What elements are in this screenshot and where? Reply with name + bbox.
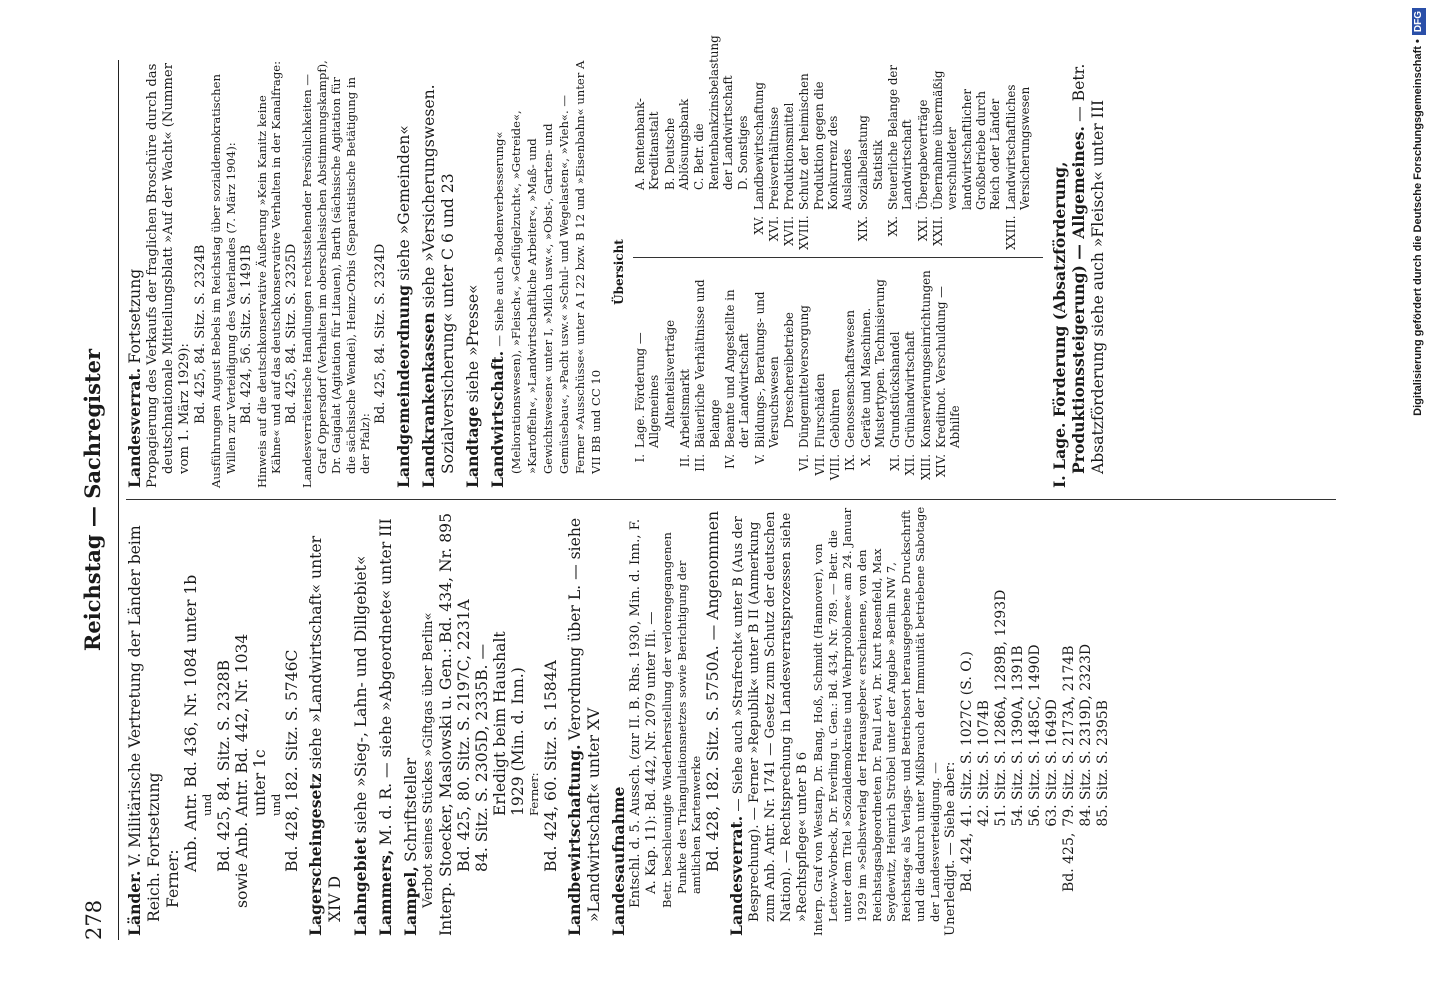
entry-lampel: Lampel, Schriftsteller Verbot seines Stückes »Giftgas über Berlin« Interp. Stoecker, Maslowski u. Gen.: Bd. 434, Nr. 895 Bd. 425, 80. Sitz. S. 2197C, 2231A 84. Sitz. S. 2305D, 2335B. — Erledigt beim Haushalt 1929 (Min. d. Inn.) Ferner: Bd. 424, 60. Sitz. S. 1584A [400, 512, 560, 936]
overview-item-label: Sozialbelastung [855, 115, 870, 210]
reference-row [1078, 584, 1095, 892]
overview-item-number: XIX. [855, 216, 870, 242]
overview-item [813, 266, 827, 488]
overview-item [693, 266, 722, 488]
overview-item-number: XI. [888, 454, 903, 471]
overview-item-label: Statistik [870, 139, 885, 190]
overview-item [663, 56, 692, 250]
entry-landwirtschaft: Landwirtschaft. — Siehe auch »Bodenverbesserung« (Meliorationswesen), »Fleisch«, »Geflügelzucht«, »Getreide«, »Kartoffeln«, »Landwirtschaftliche Arbeiter«, »Maß- und Gewichtswesen« unter I, »Milch usw.«, »Obst-, Garten- und Gemüsebau«, »Pacht usw.« »Schul- und Wegelasten«, »Vieh«. — Ferner »Ausschüsse« unter A I 22 bzw. B 12 und »Eisenbahn« unter A VII BB und CC 10 [488, 60, 604, 488]
entry-landtage: Landtage siehe »Presse« [463, 284, 483, 488]
page-title: Reichstag — Sachregister [80, 348, 105, 652]
reference-sitting: 84. Sitz. S. 2319D, 2323D [1077, 643, 1094, 827]
overview-item [931, 56, 1002, 250]
landwirtschaft-overview [611, 35, 1051, 488]
entry-landesverrat: Landesverrat. — Siehe auch »Strafrecht« unter B (Aus der Besprechung). — Ferner »Republik« unter B II (Anmerkung zum Anb. Antr. Nr. 1741 — Gesetz zum Schutz der deutschen Nation). — Rechtsprechung in Landesverratsprozessen siehe »Rechtspflege« unter B 6 Interp. Graf von Westarp, Dr. Bang, Hoß, Schmidt (Hannover), von Lettow-Vorbeck, Dr. Everling u. Gen.: Bd. 434, Nr. 789. — Betr. die unter dem Titel »Sozialdemokratie und Wehrprobleme« am 24. Januar 1929 im »Selbstverlag der Herausgeber« erschienene, von den Reichstagsabgeordneten Dr. Paul Levi, Dr. Kurt Rosenfeld, Max Seydewitz, Heinrich Ströbel unter der Angabe »Berlin NW 7, Reichstag« als Verlags- und Betriebsort herausgegebene Druckschrift und die dadurch unter Mißbrauch der Immunität betriebene Sabotage der Landesverteidigung. — Unerledigt. — Siehe aber: Bd. 424, 41. Sitz. S. 1027C (S. O.) 42. Sitz. S. 1074B 51. Sitz. S. 1286A, 1289B, 1293D 54. Sitz. S. 1390A, 1391B 56. Sitz. S. 1485C, 1490D 63. Sitz. S. 1649D Bd. 425, 79. Sitz. S. 2173A, 2174B 84. Sitz. S. 2319D, 2323D 85. Sitz. S. 2395B [726, 506, 1111, 936]
overview-item-label: Lage. Förderung — Allgemeines [633, 332, 662, 448]
right-column [125, 35, 1114, 488]
reference-volume [1027, 827, 1044, 892]
reference-volume [1078, 827, 1095, 892]
overview-item [692, 35, 735, 250]
entry-landgemeindeordnung: Landgemeindeordnung siehe »Gemeinden« [394, 125, 414, 488]
overview-item-label: D. Sonstiges [736, 115, 751, 190]
page-header [80, 60, 110, 940]
reference-volume [976, 827, 993, 892]
entry-lage-foerderung: I. Lage. Förderung (Absatzförderung, Produktionssteigerung) — Allgemeines. — Betr. Absatzförderung siehe auch »Fleisch« unter III [1050, 63, 1108, 488]
overview-item [919, 266, 933, 488]
header-rule [118, 60, 119, 940]
reference-volume: Bd. 424, [958, 832, 975, 892]
overview-item-label: Grundstückshandel [888, 331, 903, 448]
overview-item [871, 56, 885, 250]
overview-item [797, 56, 854, 250]
overview-item-number: VII. [812, 454, 827, 476]
overview-item-label: Konservierungseinrichtungen [918, 270, 933, 448]
overview-item-label: Preisverhältnisse [766, 106, 781, 210]
overview-item-number: IV. [722, 454, 737, 469]
reference-sitting: 85. Sitz. S. 2395B [1094, 700, 1111, 827]
overview-item [828, 266, 842, 488]
reference-row [1010, 584, 1027, 892]
reference-volume [1010, 827, 1027, 892]
overview-item [767, 56, 781, 250]
overview-item-number: XX. [886, 216, 901, 237]
overview-item-label: Altenteilsverträge [662, 319, 677, 428]
entry-landesverrat-continued: Landesverrat. Fortsetzung Propagierung des Verkaufs der fraglichen Broschüre durch das deutschnationale Mitteilungsblatt »Auf der Wacht« (Nummer vom 1. März 1929): Bd. 425, 84. Sitz. S. 2324B Ausführungen August Bebels im Reichstag über sozialdemokratischen Willen zur Verteidigung des Vaterlandes (7. März 1904): Bd. 424, 56. Sitz. S. 1491B Hinweis auf die deutschkonservative Äußerung »Kein Kanitz keine Kähne« und auf das deutschkonservative Verhalten in der Kanalfrage: Bd. 425, 84. Sitz. S. 2325D Landesverräterische Handlungen rechtsstehender Persönlichkeiten — Graf Oppersdorf (Verhalten im oberschlesischen Abstimmungskampf), Dr. Gaigalat (Agitation für Litauen), Barth (sächsische Agitation für die sächsische Wendei), Heinz-Orbis (Separatistische Betätigung in der Pfalz): Bd. 425, 84. Sitz. S. 2324D [125, 60, 388, 488]
left-column [126, 506, 1118, 936]
reference-row [1095, 584, 1112, 892]
overview-item [633, 266, 662, 488]
overview-item-number: IX. [843, 454, 858, 471]
overview-item [856, 56, 870, 250]
entry-lagerscheingesetz: Lagerscheingesetz siehe »Landwirtschaft« unter XIV D [306, 535, 345, 936]
overview-item-number: XII. [903, 454, 918, 476]
overview-item-number [871, 190, 885, 250]
overview-item-number: VIII. [827, 454, 842, 481]
page-number: 278 [82, 899, 106, 940]
reference-sitting: 79. Sitz. S. 2173A, 2174B [1060, 645, 1077, 827]
overview-item-number [692, 190, 735, 250]
overview-item [859, 266, 888, 488]
overview-item-number: XVIII. [797, 215, 812, 250]
overview-item-number: XIV. [934, 454, 949, 478]
entry-lammers: Lammers, M. d. R. — siehe »Abgeordnete« unter III [375, 518, 395, 936]
overview-item [663, 266, 677, 488]
overview-item [736, 56, 750, 250]
overview-item [934, 266, 963, 488]
overview-item [782, 266, 796, 488]
reference-sitting: 63. Sitz. S. 1649D [1043, 699, 1060, 827]
overview-item-label: Gebühren [827, 388, 842, 448]
overview-item-label: Genossenschaftswesen [843, 310, 858, 448]
overview-item-number: III. [693, 454, 708, 472]
landesverrat-references [959, 584, 1112, 892]
reference-volume [1095, 827, 1112, 892]
reference-volume [1044, 827, 1061, 892]
overview-item-number: XXI. [915, 216, 930, 242]
overview-item-label: Landwirtschaftliches Versicherungswesen [1003, 84, 1032, 210]
reference-sitting: 42. Sitz. S. 1074B [975, 700, 992, 827]
overview-item-number [736, 190, 750, 250]
overview-item-label: Dreschereibetriebe [782, 312, 797, 428]
overview-item-label: Übernahme übermäßig verschuldeter landwirtschaftlicher Großbetriebe durch Reich oder Länder [931, 70, 1003, 210]
overview-item-number: XXIII. [1003, 215, 1018, 250]
overview-item-number: I. [633, 454, 648, 463]
overview-item-label: Schutz der heimischen Produktion gegen die Konkurrenz des Auslandes [797, 73, 855, 210]
overview-left-list [633, 266, 964, 488]
overview-item-label: Geräte und Maschinen. Mustertypen. Technisierung [858, 279, 887, 448]
overview-item-number [663, 428, 677, 488]
reference-sitting: 54. Sitz. S. 1390A, 1391B [1009, 645, 1026, 827]
overview-divider [633, 257, 1043, 258]
reference-volume [993, 827, 1010, 892]
overview-item-number: X. [858, 454, 873, 467]
overview-item-label: Beamte und Angestellte in der Landwirtschaft [722, 289, 752, 448]
overview-item [797, 266, 811, 488]
overview-item-number: XV. [751, 216, 766, 235]
entry-landesaufnahme: Landesaufnahme Entschl. d. 5. Aussch. (zur II. B. Rhs. 1930, Min. d. Inn., F. A. Kap. 11): Bd. 442, Nr. 2079 unter IIi. — Betr. beschleunigte Wiederherstellung der verlorengegangenen Punkte des Triangulationsnetzes sowie Berichtigung der amtlichen Kartenwerke Bd. 428, 182. Sitz. S. 5750A. — Angenommen [608, 510, 722, 936]
overview-item [782, 56, 796, 250]
digitization-note-text: Digitalisierung gefördert durch die Deutsche Forschungsgemeinschaft • [1412, 39, 1424, 416]
overview-item-number: XVI. [766, 216, 781, 242]
entry-lahngebiet: Lahngebiet siehe »Sieg-, Lahn- und Dillgebiet« [350, 555, 370, 936]
overview-item-label: Kreditnot. Verschuldung — Abhilfe [934, 286, 963, 448]
reference-sitting: 51. Sitz. S. 1286A, 1289B, 1293D [992, 589, 1009, 827]
overview-item-number: V. [752, 454, 767, 465]
overview-item-label: B. Deutsche Ablösungsbank [662, 98, 692, 190]
overview-item [886, 56, 915, 250]
overview-item-label: Produktionsmittel [782, 102, 797, 210]
overview-item-label: Flurschäden [812, 373, 827, 448]
entry-landbewirtschaftung: Landbewirtschaftung. Verordnung über L. — siehe »Landwirtschaft« unter XV [564, 517, 603, 936]
overview-item [888, 266, 902, 488]
overview-item [916, 56, 930, 250]
overview-item-label: Übergabeverträge [915, 99, 930, 210]
overview-item-number [663, 190, 692, 250]
overview-item [843, 266, 857, 488]
reference-volume: Bd. 425, [1060, 832, 1077, 892]
reference-row [976, 584, 993, 892]
overview-item-label: Arbeitsmarkt [678, 368, 693, 448]
overview-item-number: VI. [797, 454, 812, 471]
reference-row [959, 584, 976, 892]
overview-item-label: C. Betr. die Rentenbankzinsbelastung der Landwirtschaft [692, 35, 735, 190]
entry-laender: Länder. V. Militärische Vertretung der Länder beim Reich. Fortsetzung Ferner: Anb. Antr. Bd. 436, Nr. 1084 unter 1b und Bd. 425, 84. Sitz. S. 2328B sowie Anb. Antr. Bd. 442, Nr. 1034 unter 1c und Bd. 428, 182. Sitz. S. 5746C [125, 525, 302, 936]
overview-item [678, 266, 692, 488]
overview-item-number [782, 428, 796, 488]
overview-item-number [633, 190, 662, 250]
overview-right-list [633, 35, 1033, 250]
overview-item-label: Landbewirtschaftung [751, 82, 766, 210]
overview-item-number: XVII. [782, 216, 797, 246]
overview-item [723, 266, 752, 488]
dfg-logo: DFG [1412, 8, 1426, 35]
overview-item [633, 56, 662, 250]
overview-item-label: Bäuerliche Verhältnisse und Belange [693, 279, 722, 448]
reference-row [1027, 584, 1044, 892]
digitization-note [1406, 8, 1430, 992]
overview-item-label: Steuerliche Belange der Landwirtschaft [886, 64, 915, 210]
overview-item-label: Grünlandwirtschaft [903, 331, 918, 448]
overview-item [1004, 56, 1033, 250]
column-divider [126, 499, 1336, 500]
overview-item [753, 266, 782, 488]
reference-sitting: 56. Sitz. S. 1485C, 1490D [1026, 644, 1043, 827]
reference-sitting: 41. Sitz. S. 1027C (S. O.) [958, 651, 975, 827]
overview-item [752, 56, 766, 250]
overview-item-label: A. Rentenbank-Kreditanstalt [633, 98, 662, 190]
reference-row [1044, 584, 1061, 892]
overview-item-label: Bildungs-, Beratungs- und Versuchswesen [752, 291, 781, 448]
overview-item-number: XIII. [918, 454, 933, 481]
reference-row [1061, 584, 1078, 892]
overview-item [903, 266, 917, 488]
overview-title: Übersicht [612, 239, 627, 305]
overview-item-number: XXII. [931, 216, 946, 246]
entry-landkrankenkassen: Landkrankenkassen siehe »Versicherungswesen. Sozialversicherung« unter C 6 und 23 [419, 84, 458, 488]
overview-item-number: II. [678, 454, 693, 468]
reference-row [993, 584, 1010, 892]
overview-item-label: Düngemittelversorgung [797, 305, 812, 448]
